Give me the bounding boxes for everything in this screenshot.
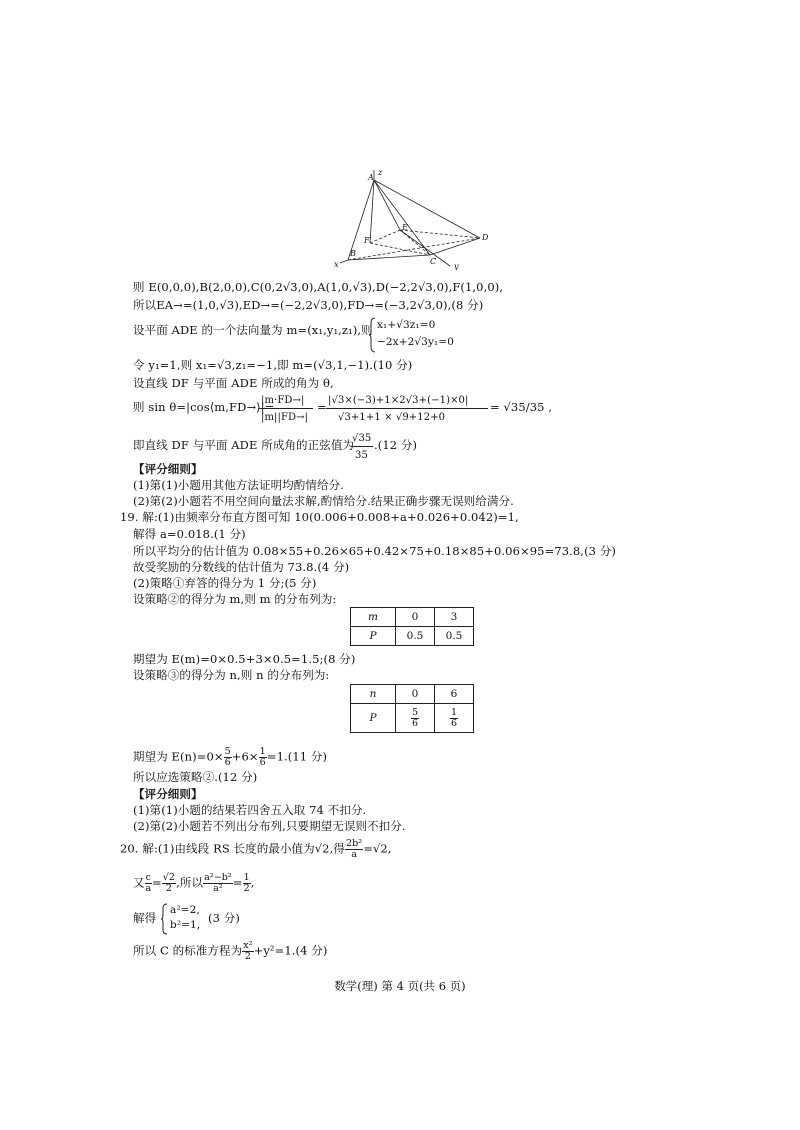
text-line: −2x+2√3y₁=0 [377,336,454,348]
text-line: (2)策略①弃答的得分为 1 分;(5 分) [133,576,317,590]
text-line: 解得 a=0.018.(1 分) [133,527,246,541]
text-line: (2)第(2)小题若不列出分布列,只要期望无误则不扣分. [133,819,406,833]
table-cell: P [351,627,396,646]
fraction: $\frac{\text{2b²}}{a}$ [345,838,363,860]
frac-bar [326,408,488,409]
brace-icon [160,903,168,935]
text-line: 故受奖励的分数线的估计值为 73.8.(4 分) [133,560,350,574]
section-heading: 【评分细则】 [133,787,203,801]
text-line: 解得 [133,911,157,925]
table-cell [396,704,435,733]
text-line: (1)第(1)小题用其他方法证明均酌情给分. [133,478,344,492]
text-line: 所以EA→=(1,0,√3),ED→=(−2,2√3,0),FD→=(−3,2√3,0),(8 分) [133,298,484,312]
text-line: 期望为 E(n)=0× $\frac{5}{6}$ +6× $\frac{1}{6}$ =1.(11 分) [133,746,328,768]
frac-bar [351,446,373,447]
text-line: 设策略②的得分为 m,则 m 的分布列为: [133,592,337,606]
text-line: 所以 C 的标准方程为 $\frac{\text{x²}}{2}$ +y²=1.(4 分) [133,940,328,962]
text-line: 令 y₁=1,则 x₁=√3,z₁=−1,即 m=(√3,1,−1).(10 分) [133,358,413,372]
fraction: $\frac{1}{2}$ [243,872,250,894]
text-line: 所以平均分的估计值为 0.08×55+0.26×65+0.42×75+0.18×85+0.06×95=73.8,(3 分) [133,544,617,558]
text-line: 则 E(0,0,0),B(2,0,0),C(0,2√3,0),A(1,0,√3),D(−2,2√3,0),F(1,0,0), [133,280,504,294]
label-C: C [430,257,437,266]
text-line: 设平面 ADE 的一个法向量为 m=(x₁,y₁,z₁),则 [133,323,373,337]
table-cell [435,704,474,733]
frac-den: |m||FD→| [261,412,309,423]
text-line: = [317,400,327,414]
distribution-table-n [350,684,474,733]
label-z: z [378,170,383,177]
text-line: 即直线 DF 与平面 ADE 所成角的正弦值为 [133,438,355,452]
table-cell: 0 [396,608,435,627]
frac-bar [259,408,313,409]
fraction: $\frac{5}{6}$ [411,706,419,729]
frac-den: √3+1+1 × √9+12+0 [338,412,446,423]
fraction: $\frac{1}{6}$ [450,706,458,729]
text-line: 设策略③的得分为 n,则 n 的分布列为: [133,668,330,682]
fraction: $\frac{\text{x²}}{2}$ [243,940,253,962]
text-line: .(12 分) [374,438,418,452]
table-cell: 0.5 [435,627,474,646]
fraction: $\frac{c}{a}$ [145,872,152,894]
table-cell: 3 [435,608,474,627]
table-cell: 0 [396,685,435,704]
text-line: 期望为 E(m)=0×0.5+3×0.5=1.5;(8 分) [133,652,356,666]
text-line: (2)第(2)小题若不用空间向量法求解,酌情给分.结果正确步骤无误则给满分. [133,494,514,508]
table-cell: m [351,608,396,627]
fraction: $\frac{\text{a²−b²}}{\text{a²}}$ [204,872,232,894]
table-cell: 6 [435,685,474,704]
text-line: 则 sin θ=|cos⟨m,FD→⟩|= [133,400,275,414]
distribution-table-m [350,607,474,646]
label-B: B [350,249,356,258]
text-line: 19. 解:(1)由频率分布直方图可知 10(0.006+0.008+a+0.026+0.042)=1, [120,510,519,524]
text-line: (1)第(1)小题的结果若四舍五入取 74 不扣分. [133,803,367,817]
fraction: $\frac{5}{6}$ [224,746,231,768]
label-E: E [402,223,408,232]
text-line: 又 $\frac{c}{a}$ = $\frac{√2}{2}$ ,所以 $\frac{\text{a²−b²}}{\text{a²}}$ = $\frac{1}{2}$ , [133,872,255,894]
pyramid-figure [330,170,530,270]
brace-icon [368,317,376,353]
text-line: = √35/35 , [490,400,553,414]
frac-num: |m·FD→| [261,395,305,406]
page-footer: 数学(理) 第 4 页(共 6 页) [334,979,466,993]
fraction: $\frac{1}{6}$ [259,746,266,768]
table-cell: n [351,685,396,704]
fraction: $\frac{√2}{2}$ [162,872,176,894]
label-D: D [482,233,489,242]
text-line: 设直线 DF 与平面 ADE 所成的角为 θ, [133,376,334,390]
text-line: b²=1, [170,919,201,931]
frac-num: √35 [352,433,372,444]
text-line: a²=2, [170,904,200,916]
frac-num: |√3×(−3)+1×2√3+(−1)×0| [328,395,469,406]
label-x: x [334,260,339,269]
frac-den: 35 [355,450,368,461]
table-cell: 0.5 [396,627,435,646]
table-cell: P [351,704,396,733]
text-line: 20. 解:(1)由线段 RS 长度的最小值为√2,得 $\frac{\text{2b²}}{a}$ =√2, [120,838,392,860]
label-F: F [364,236,370,245]
label-y: y [454,262,459,270]
label-A: A [368,173,374,182]
section-heading: 【评分细则】 [133,462,203,476]
text-line: x₁+√3z₁=0 [377,319,436,331]
text-line: 所以应选策略②.(12 分) [133,770,258,784]
text-line: (3 分) [208,911,240,925]
